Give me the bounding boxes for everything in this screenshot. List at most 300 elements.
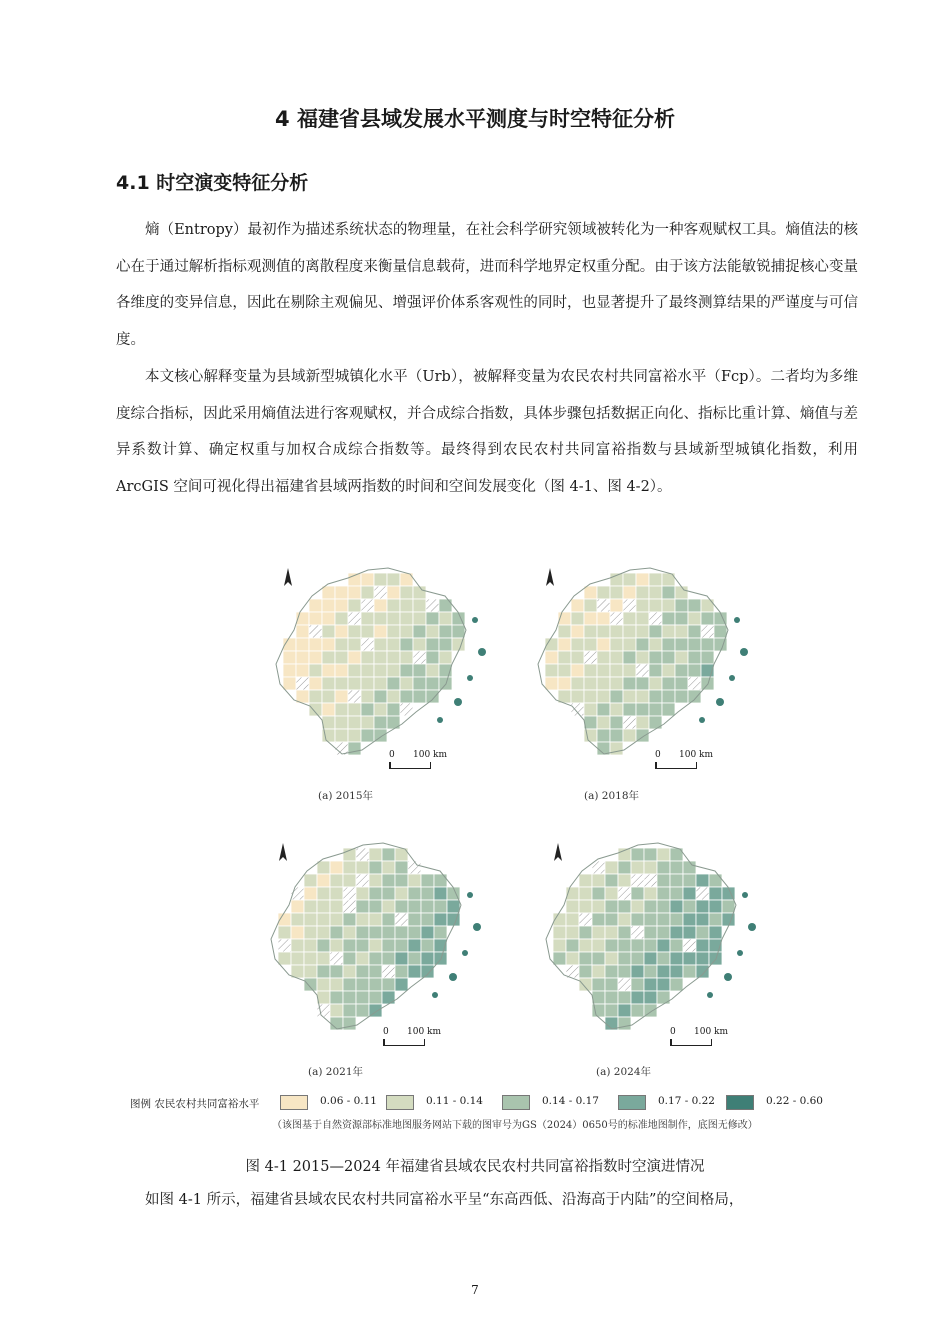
county-region bbox=[631, 991, 644, 1004]
county-region bbox=[545, 651, 558, 664]
county-region bbox=[413, 586, 426, 599]
county-region bbox=[330, 952, 343, 965]
county-region bbox=[335, 729, 348, 742]
county-region bbox=[335, 677, 348, 690]
map-2015 bbox=[270, 560, 520, 760]
county-region bbox=[605, 926, 618, 939]
county-region bbox=[395, 965, 408, 978]
county-region bbox=[283, 651, 296, 664]
county-region bbox=[584, 690, 597, 703]
county-region bbox=[330, 874, 343, 887]
county-region bbox=[291, 900, 304, 913]
county-region bbox=[348, 664, 361, 677]
county-region bbox=[356, 900, 369, 913]
map-label-2021: (a) 2021年 bbox=[308, 1066, 364, 1078]
county-region bbox=[361, 612, 374, 625]
county-region bbox=[317, 887, 330, 900]
county-region bbox=[304, 874, 317, 887]
county-region bbox=[322, 664, 335, 677]
county-region bbox=[571, 599, 584, 612]
county-region bbox=[683, 965, 696, 978]
county-region bbox=[348, 690, 361, 703]
county-region bbox=[387, 664, 400, 677]
county-region bbox=[361, 586, 374, 599]
county-region bbox=[348, 729, 361, 742]
county-region bbox=[361, 599, 374, 612]
county-region bbox=[400, 599, 413, 612]
county-region bbox=[408, 939, 421, 952]
map-2024 bbox=[540, 835, 790, 1035]
county-region bbox=[610, 703, 623, 716]
county-region bbox=[670, 913, 683, 926]
county-region bbox=[566, 926, 579, 939]
county-region bbox=[304, 939, 317, 952]
county-region bbox=[571, 625, 584, 638]
county-region bbox=[369, 965, 382, 978]
county-region bbox=[592, 900, 605, 913]
county-region bbox=[309, 651, 322, 664]
county-region bbox=[335, 625, 348, 638]
county-region bbox=[296, 638, 309, 651]
county-region bbox=[597, 703, 610, 716]
county-region bbox=[701, 599, 714, 612]
legend-swatch bbox=[280, 1095, 308, 1110]
county-region bbox=[335, 716, 348, 729]
county-region bbox=[649, 664, 662, 677]
county-region bbox=[657, 991, 670, 1004]
county-region bbox=[330, 1004, 343, 1017]
county-region bbox=[382, 978, 395, 991]
county-region bbox=[322, 612, 335, 625]
county-region bbox=[657, 874, 670, 887]
county-region bbox=[426, 625, 439, 638]
island bbox=[740, 648, 748, 656]
county-region bbox=[369, 991, 382, 1004]
county-region bbox=[610, 742, 623, 755]
county-region bbox=[571, 638, 584, 651]
county-region bbox=[558, 651, 571, 664]
county-region bbox=[374, 625, 387, 638]
county-region bbox=[387, 586, 400, 599]
county-region bbox=[317, 952, 330, 965]
county-region bbox=[335, 638, 348, 651]
county-region bbox=[278, 939, 291, 952]
county-region bbox=[382, 965, 395, 978]
county-region bbox=[400, 612, 413, 625]
scale-zero: 0 bbox=[670, 1027, 676, 1037]
county-region bbox=[696, 913, 709, 926]
county-region bbox=[348, 638, 361, 651]
island bbox=[716, 698, 724, 706]
county-region bbox=[426, 612, 439, 625]
county-region bbox=[579, 926, 592, 939]
county-region bbox=[426, 599, 439, 612]
county-region bbox=[649, 586, 662, 599]
county-region bbox=[592, 861, 605, 874]
county-region bbox=[374, 703, 387, 716]
county-region bbox=[709, 874, 722, 887]
county-region bbox=[304, 952, 317, 965]
county-region bbox=[631, 861, 644, 874]
county-region bbox=[400, 703, 413, 716]
county-region bbox=[434, 926, 447, 939]
county-region bbox=[584, 703, 597, 716]
county-region bbox=[584, 664, 597, 677]
county-region bbox=[309, 625, 322, 638]
paragraph-method: 本文核心解释变量为县域新型城镇化水平（Urb），被解释变量为农民农村共同富裕水平（Fcp）。二者均为多维度综合指标，因此采用熵值法进行客观赋权，并合成综合指数，具体步骤包括数据正向化、指标比重计算、熵值与差异系数计算、确定权重与加权合成综合指数等。最终得到农民农村共同富裕指数与县域新型城镇化指数，利用 ArcGIS 空间可视化得出福建省县域两指数的时间和空间发展变化（图 4-1、图 4-2）。 bbox=[116, 369, 858, 496]
county-region bbox=[434, 874, 447, 887]
county-region bbox=[361, 625, 374, 638]
county-region bbox=[610, 716, 623, 729]
county-region bbox=[623, 716, 636, 729]
county-region bbox=[597, 729, 610, 742]
county-region bbox=[623, 612, 636, 625]
county-region bbox=[623, 664, 636, 677]
county-region bbox=[278, 926, 291, 939]
county-region bbox=[675, 625, 688, 638]
county-region bbox=[623, 573, 636, 586]
county-region bbox=[662, 599, 675, 612]
county-region bbox=[348, 651, 361, 664]
county-region bbox=[335, 586, 348, 599]
county-region bbox=[374, 677, 387, 690]
county-region bbox=[382, 926, 395, 939]
county-region bbox=[605, 887, 618, 900]
county-region bbox=[382, 861, 395, 874]
county-region bbox=[408, 926, 421, 939]
county-region bbox=[421, 874, 434, 887]
county-region bbox=[592, 939, 605, 952]
county-region bbox=[553, 926, 566, 939]
county-region bbox=[348, 677, 361, 690]
county-region bbox=[610, 638, 623, 651]
county-region bbox=[395, 939, 408, 952]
county-region bbox=[558, 664, 571, 677]
county-region bbox=[662, 612, 675, 625]
county-region bbox=[623, 625, 636, 638]
county-region bbox=[452, 625, 465, 638]
county-region bbox=[644, 926, 657, 939]
island bbox=[734, 617, 740, 623]
county-region bbox=[335, 599, 348, 612]
county-region bbox=[631, 952, 644, 965]
scale-zero: 0 bbox=[383, 1027, 389, 1037]
county-region bbox=[670, 978, 683, 991]
county-region bbox=[688, 690, 701, 703]
county-region bbox=[610, 625, 623, 638]
county-region bbox=[395, 874, 408, 887]
map-label-2015: (a) 2015年 bbox=[318, 790, 374, 802]
county-region bbox=[605, 900, 618, 913]
county-region bbox=[291, 939, 304, 952]
county-region bbox=[675, 638, 688, 651]
county-region bbox=[400, 690, 413, 703]
county-region bbox=[688, 599, 701, 612]
county-region bbox=[618, 978, 631, 991]
county-region bbox=[683, 926, 696, 939]
county-region bbox=[369, 939, 382, 952]
county-region bbox=[636, 664, 649, 677]
county-region bbox=[413, 638, 426, 651]
county-region bbox=[369, 874, 382, 887]
county-region bbox=[597, 716, 610, 729]
county-region bbox=[335, 703, 348, 716]
county-region bbox=[309, 677, 322, 690]
county-region bbox=[649, 690, 662, 703]
page-number: 7 bbox=[471, 1283, 479, 1297]
county-region bbox=[610, 664, 623, 677]
county-region bbox=[408, 900, 421, 913]
county-region bbox=[644, 952, 657, 965]
county-region bbox=[662, 703, 675, 716]
county-region bbox=[618, 861, 631, 874]
county-region bbox=[317, 978, 330, 991]
county-region bbox=[439, 625, 452, 638]
county-region bbox=[421, 926, 434, 939]
county-region bbox=[675, 586, 688, 599]
legend-title: 图例 农民农村共同富裕水平 bbox=[130, 1098, 260, 1110]
county-region bbox=[597, 677, 610, 690]
county-region bbox=[688, 651, 701, 664]
county-region bbox=[618, 1004, 631, 1017]
county-region bbox=[369, 913, 382, 926]
county-region bbox=[605, 952, 618, 965]
county-region bbox=[701, 677, 714, 690]
county-region bbox=[592, 952, 605, 965]
county-region bbox=[434, 900, 447, 913]
county-region bbox=[408, 861, 421, 874]
county-region bbox=[657, 926, 670, 939]
county-region bbox=[356, 991, 369, 1004]
island bbox=[467, 892, 473, 898]
county-region bbox=[662, 677, 675, 690]
county-region bbox=[670, 926, 683, 939]
county-region bbox=[571, 664, 584, 677]
county-region bbox=[439, 677, 452, 690]
county-region bbox=[322, 651, 335, 664]
county-region bbox=[395, 887, 408, 900]
county-region bbox=[566, 900, 579, 913]
county-region bbox=[426, 677, 439, 690]
county-region bbox=[584, 625, 597, 638]
county-region bbox=[696, 939, 709, 952]
county-region bbox=[304, 978, 317, 991]
scale-text: 100 km bbox=[413, 750, 448, 760]
county-region bbox=[413, 690, 426, 703]
county-region bbox=[709, 952, 722, 965]
county-region bbox=[605, 991, 618, 1004]
county-region bbox=[369, 952, 382, 965]
county-region bbox=[636, 716, 649, 729]
county-region bbox=[309, 690, 322, 703]
county-region bbox=[408, 874, 421, 887]
county-region bbox=[683, 874, 696, 887]
figure-caption: 图 4-1 2015—2024 年福建省县域农民农村共同富裕指数时空演进情况 bbox=[245, 1159, 705, 1175]
county-region bbox=[369, 848, 382, 861]
county-region bbox=[387, 612, 400, 625]
county-region bbox=[670, 952, 683, 965]
county-region bbox=[662, 651, 675, 664]
county-region bbox=[439, 638, 452, 651]
county-region bbox=[675, 664, 688, 677]
county-region bbox=[291, 926, 304, 939]
county-region bbox=[670, 900, 683, 913]
county-region bbox=[605, 965, 618, 978]
county-region bbox=[335, 651, 348, 664]
county-region bbox=[439, 612, 452, 625]
county-region bbox=[361, 690, 374, 703]
county-region bbox=[636, 612, 649, 625]
county-region bbox=[343, 1004, 356, 1017]
county-region bbox=[374, 638, 387, 651]
county-region bbox=[636, 599, 649, 612]
county-region bbox=[317, 861, 330, 874]
county-region bbox=[605, 978, 618, 991]
county-region bbox=[356, 952, 369, 965]
county-region bbox=[387, 690, 400, 703]
paragraph-analysis: 如图 4-1 所示，福建省县域农民农村共同富裕水平呈“东高西低、沿海高于内陆”的空间格局， bbox=[145, 1192, 744, 1208]
county-region bbox=[584, 716, 597, 729]
county-region bbox=[426, 651, 439, 664]
county-region bbox=[662, 586, 675, 599]
section-heading: 4.1 时空演变特征分析 bbox=[116, 172, 309, 194]
county-region bbox=[631, 900, 644, 913]
scale-text: 100 km bbox=[694, 1027, 729, 1037]
county-region bbox=[623, 599, 636, 612]
county-region bbox=[610, 677, 623, 690]
county-region bbox=[688, 612, 701, 625]
county-region bbox=[605, 913, 618, 926]
scale-zero: 0 bbox=[389, 750, 395, 760]
county-region bbox=[304, 887, 317, 900]
county-region bbox=[670, 939, 683, 952]
county-region bbox=[400, 586, 413, 599]
county-region bbox=[330, 900, 343, 913]
scale-zero: 0 bbox=[655, 750, 661, 760]
county-region bbox=[670, 965, 683, 978]
county-region bbox=[348, 586, 361, 599]
county-region bbox=[631, 939, 644, 952]
county-region bbox=[322, 677, 335, 690]
county-region bbox=[426, 690, 439, 703]
county-region bbox=[657, 952, 670, 965]
county-region bbox=[618, 991, 631, 1004]
county-region bbox=[317, 874, 330, 887]
county-region bbox=[317, 991, 330, 1004]
county-region bbox=[597, 664, 610, 677]
county-region bbox=[395, 952, 408, 965]
county-region bbox=[722, 900, 735, 913]
county-region bbox=[309, 664, 322, 677]
county-region bbox=[400, 664, 413, 677]
county-region bbox=[387, 703, 400, 716]
county-region bbox=[644, 848, 657, 861]
county-region bbox=[584, 612, 597, 625]
county-region bbox=[649, 638, 662, 651]
county-region bbox=[714, 625, 727, 638]
county-region bbox=[623, 703, 636, 716]
county-region bbox=[631, 913, 644, 926]
county-region bbox=[343, 861, 356, 874]
map-label-2024: (a) 2024年 bbox=[596, 1066, 652, 1078]
island bbox=[478, 648, 486, 656]
county-region bbox=[439, 599, 452, 612]
county-region bbox=[296, 625, 309, 638]
county-region bbox=[657, 848, 670, 861]
county-region bbox=[356, 887, 369, 900]
county-region bbox=[330, 991, 343, 1004]
county-region bbox=[623, 729, 636, 742]
county-region bbox=[343, 1017, 356, 1030]
county-region bbox=[317, 913, 330, 926]
county-region bbox=[636, 638, 649, 651]
county-region bbox=[618, 965, 631, 978]
county-region bbox=[709, 913, 722, 926]
county-region bbox=[309, 638, 322, 651]
county-region bbox=[382, 991, 395, 1004]
county-region bbox=[683, 939, 696, 952]
county-region bbox=[356, 913, 369, 926]
county-region bbox=[335, 664, 348, 677]
county-region bbox=[356, 874, 369, 887]
county-region bbox=[649, 612, 662, 625]
county-region bbox=[374, 690, 387, 703]
county-region bbox=[597, 690, 610, 703]
county-region bbox=[623, 677, 636, 690]
county-region bbox=[413, 625, 426, 638]
county-region bbox=[291, 913, 304, 926]
island bbox=[742, 892, 748, 898]
map-label-2018: (a) 2018年 bbox=[584, 790, 640, 802]
county-region bbox=[649, 573, 662, 586]
county-region bbox=[400, 625, 413, 638]
county-region bbox=[579, 913, 592, 926]
scale-bar bbox=[670, 1027, 730, 1053]
county-region bbox=[670, 861, 683, 874]
county-region bbox=[636, 677, 649, 690]
county-region bbox=[369, 978, 382, 991]
county-region bbox=[395, 926, 408, 939]
county-region bbox=[309, 703, 322, 716]
county-region bbox=[688, 625, 701, 638]
county-region bbox=[636, 690, 649, 703]
county-region bbox=[584, 677, 597, 690]
county-region bbox=[571, 703, 584, 716]
county-region bbox=[395, 861, 408, 874]
county-region bbox=[356, 926, 369, 939]
county-region bbox=[670, 887, 683, 900]
county-region bbox=[387, 651, 400, 664]
county-region bbox=[566, 939, 579, 952]
county-region bbox=[701, 638, 714, 651]
county-region bbox=[579, 887, 592, 900]
county-region bbox=[361, 638, 374, 651]
county-region bbox=[579, 965, 592, 978]
county-region bbox=[623, 638, 636, 651]
county-region bbox=[571, 677, 584, 690]
county-region bbox=[579, 900, 592, 913]
county-region bbox=[322, 716, 335, 729]
county-region bbox=[317, 900, 330, 913]
county-region bbox=[683, 887, 696, 900]
county-region bbox=[348, 599, 361, 612]
county-region bbox=[304, 913, 317, 926]
county-region bbox=[579, 874, 592, 887]
county-region bbox=[610, 586, 623, 599]
county-region bbox=[610, 599, 623, 612]
county-region bbox=[623, 690, 636, 703]
county-region bbox=[631, 887, 644, 900]
